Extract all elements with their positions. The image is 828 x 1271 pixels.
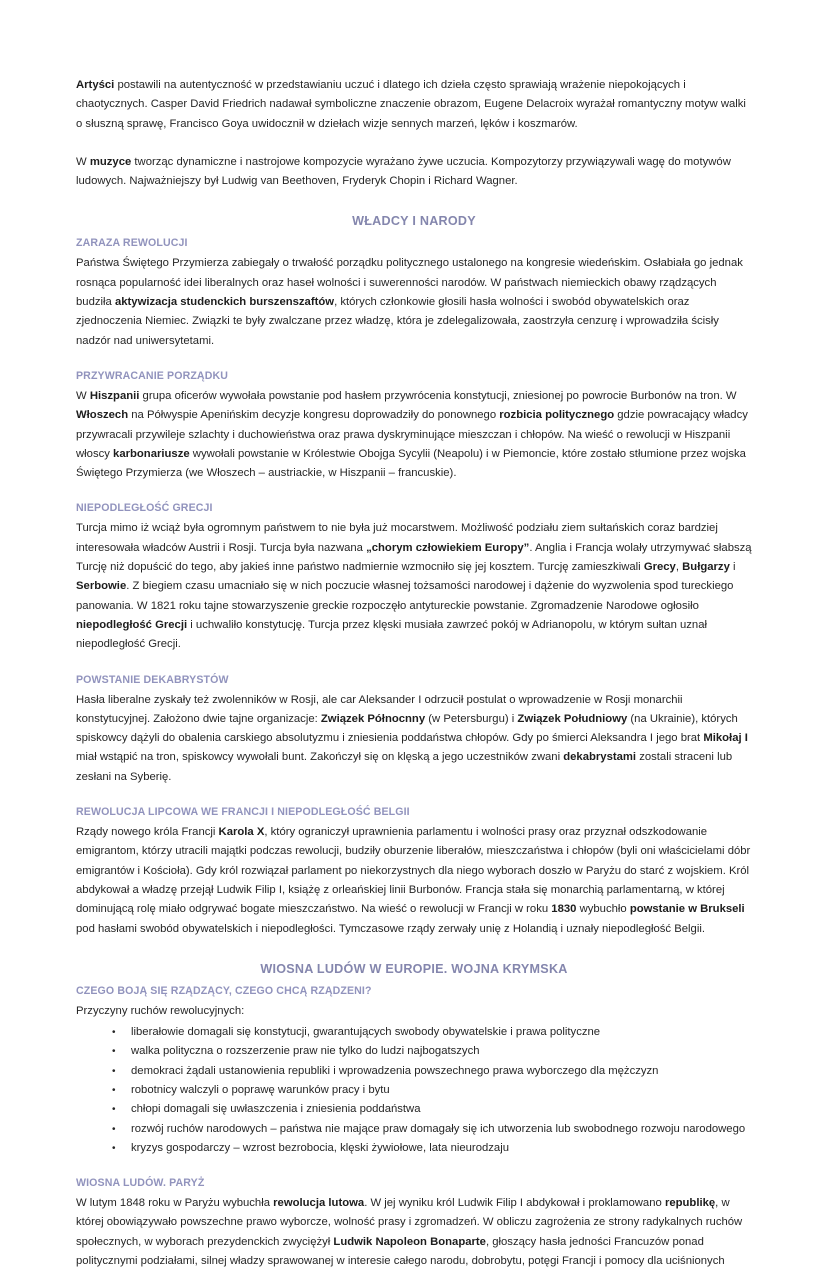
- text-part: Turcja mimo iż wciąż była ogromnym państwem to nie była już mocarstwem. Możliwość podziału ziem sułtańskich coraz bardziej interesowała władców Austrii i Rosji. Turcja była nazwana: [76, 522, 718, 554]
- bold-term: Związek Północnny: [320, 712, 426, 725]
- text-part: na Półwyspie Apenińskim decyzje kongresu doprowadziły do ponownego: [128, 409, 500, 422]
- list-item: • rozwój ruchów narodowych – państwa nie mające praw domagały się ich utworzenia lub swobodnego rozwoju narodowego: [76, 1120, 752, 1139]
- bold-term: Ludwik Napoleon Bonaparte: [333, 1235, 486, 1248]
- bold-muzyce: muzyce: [89, 155, 132, 168]
- paragraph-wiosna-ludow-paryz: [76, 1194, 752, 1271]
- bold-term: aktywizacja studenckich burszenszaftów: [114, 296, 335, 309]
- spacer: [76, 351, 752, 368]
- paragraph-muzyce-text: tworząc dynamiczne i nastrojowe kompozycie wyrażano żywe uczucia. Kompozytorzy przywiązywali wagę do motywów ludowych. Najważniejszy był Ludwig van Beethoven, Fryderyk Chopin i Richard Wagner.: [76, 155, 731, 188]
- paragraph-niepodleglosc-grecji: [76, 519, 752, 654]
- spacer: [76, 787, 752, 804]
- text-part: (na Ukrainie), których spiskowcy dążyli do obalenia carskiego absolutyzmu i zniesienia poddaństwa chłopów. Gdy po śmierci Aleksandra I jego brat: [76, 712, 738, 745]
- bold-term: 1830: [551, 903, 577, 916]
- list-item: • demokraci żądali ustanowienia republiki i wprowadzenia powszechnego prawa wyborczego dla mężczyzn: [76, 1062, 752, 1081]
- text-part: (w Petersburgu) i: [425, 712, 518, 725]
- paragraph-przyczyny-intro: Przyczyny ruchów rewolucyjnych:: [76, 1004, 245, 1017]
- bold-term: Serbowie: [76, 580, 127, 593]
- spacer: [76, 483, 752, 500]
- spacer: [76, 939, 752, 960]
- bold-term: rozbicia politycznego: [499, 409, 615, 422]
- text-part: miał wstąpić na tron, spiskowcy wywołali bunt. Zakończył się on klęską a jego uczestników zwani: [76, 751, 564, 764]
- bold-term: Hiszpanii: [89, 389, 140, 402]
- spacer: [76, 191, 752, 212]
- text-part: Rządy nowego króla Francji: [76, 826, 219, 839]
- bold-term: Grecy: [643, 561, 676, 574]
- bold-term: Związek Południowy: [517, 712, 628, 725]
- text-part: i uchwaliło konstytucję. Turcja przez klęski musiała zawrzeć pokój w Adrianopolu, w którym sułtan uznał niepodległość Grecji.: [76, 618, 708, 651]
- bold-term: Karola X: [218, 826, 265, 839]
- bold-term: Bułgarzy: [682, 561, 730, 574]
- paragraph-muzyce-prefix: W: [76, 155, 90, 168]
- subheading-niepodleglosc-grecji: NIEPODLEGŁOŚĆ GRECJI: [76, 502, 213, 515]
- spacer: [76, 1158, 752, 1175]
- text-part: . W jej wyniku król Ludwik Filip I abdykował i proklamowano: [364, 1197, 665, 1210]
- list-item: • liberałowie domagali się konstytucji, gwarantujących swobody obywatelskie i prawa polityczne: [76, 1023, 752, 1042]
- bold-term: karbonariusze: [113, 447, 190, 460]
- paragraph-artysci: [76, 76, 752, 134]
- bold-term: Włoszech: [76, 409, 129, 422]
- document-content: [76, 76, 752, 1271]
- list-item: • walka polityczna o rozszerzenie praw nie tylko do ludzi najbogatszych: [76, 1042, 752, 1061]
- text-part: wybuchło: [576, 903, 630, 916]
- text-part: i: [729, 561, 736, 574]
- bold-term: „chorym człowiekiem Europy”: [366, 541, 530, 554]
- section-title-wladcy: WŁADCY I NARODY: [352, 214, 476, 229]
- text-part: , w której obowiązywało powszechne prawo wyborcze, wolność prasy i zgromadzeń. W obliczu zagrożenia ze strony radykalnych ruchów społecznych, w wyborach prezydenckich zwyciężył: [76, 1197, 743, 1248]
- paragraph-zaraza-rewolucji: [76, 254, 752, 350]
- bold-term: rewolucja lutowa: [273, 1197, 365, 1210]
- subheading-przywracanie-porzadku: PRZYWRACANIE PORZĄDKU: [76, 369, 229, 382]
- bold-term: dekabrystami: [563, 751, 637, 764]
- text-part: wywołali powstanie w Królestwie Obojga Sycylii (Neapolu) i w Piemoncie, które zostało stłumione przez wojska Świętego Przymierza (we Włoszech – austriackie, w Hiszpanii – francuskie).: [76, 447, 746, 480]
- text-part: . Anglia i Francja wolały utrzymywać słabszą Turcję niż dopuścić do tego, aby jakieś inne państwo nadmiernie wzmocniło się jej kosztem. Turcję zamieszkiwali: [76, 541, 752, 574]
- text-part: W lutym 1848 roku w Paryżu wybuchła: [76, 1197, 274, 1210]
- paragraph-przywracanie-porzadku: [76, 387, 752, 483]
- bold-term: Mikołaj I: [703, 732, 748, 745]
- text-part: pod hasłami swobód obywatelskich i niepodległości. Tymczasowe rządy zerwały unię z Holandią i uznały niepodległość Belgii.: [76, 922, 705, 935]
- text-part: W: [76, 389, 90, 402]
- paragraph-powstanie-dekabrystow: [76, 691, 752, 787]
- subheading-czego-boja-sie-rzadzacy: CZEGO BOJĄ SIĘ RZĄDZĄCY, CZEGO CHCĄ RZĄDZENI?: [76, 984, 372, 997]
- text-part: , których członkowie głosili hasła wolności i swobód obywatelskich oraz zjednoczenia Niemiec. Związki te były zwalczane przez władzę, która je zdelegalizowała, zaostrzyła cenzurę i wprowadziła ścisły nadzór nad uniwersytetami.: [76, 296, 719, 347]
- paragraph-rewolucja-lipcowa: [76, 823, 752, 939]
- list-item: • chłopi domagali się uwłaszczenia i zniesienia poddaństwa: [76, 1100, 752, 1119]
- paragraph-artysci-text: postawili na autentyczność w przedstawianiu uczuć i dlatego ich dzieła często sprawiają wrażenie niepokojących i chaotycznych. Casper David Friedrich nadawał symboliczne znaczenie obrazom, Eugene Delacroix wyrażał romantyczny motyw walki o słuszną sprawę, Francisco Goya uwidocznił w dziełach wizje sennych marzeń, lęków i koszmarów.: [76, 79, 746, 130]
- subheading-rewolucja-lipcowa: REWOLUCJA LIPCOWA WE FRANCJI I NIEPODLEGŁOŚĆ BELGII: [76, 806, 410, 819]
- bold-artysci: Artyści: [76, 79, 115, 91]
- subheading-wiosna-ludow-paryz: WIOSNA LUDÓW. PARYŻ: [76, 1177, 205, 1190]
- bold-term: powstanie w Brukseli: [629, 903, 745, 916]
- list-przyczyny-rewolucyjne: [76, 1023, 752, 1158]
- list-item: • kryzys gospodarczy – wzrost bezrobocia, klęski żywiołowe, lata nieurodzaju: [76, 1139, 752, 1158]
- text-part: Hasła liberalne zyskały też zwolenników w Rosji, ale car Aleksander I odrzucił postulat o wprowadzenie w Rosji monarchii konstytucyjnej. Założono dwie tajne organizacje:: [76, 693, 683, 725]
- text-part: Państwa Świętego Przymierza zabiegały o trwałość porządku politycznego ustalonego na kongresie wiedeńskim. Osłabiała go jednak rosnąca popularność idei liberalnych oraz haseł wolności i suwerenności narodów. W państwach niemieckich obawy rządzących budziła: [76, 257, 743, 309]
- section-title-wiosna-ludow: WIOSNA LUDÓW W EUROPIE. WOJNA KRYMSKA: [260, 961, 568, 976]
- spacer: [76, 655, 752, 672]
- text-part: ,: [675, 561, 683, 574]
- text-part: , który ograniczył uprawnienia parlamentu i wolności prasy oraz przyznał odszkodowanie emigrantom, którzy utracili majątki podczas rewolucji, budziły oburzenie liberałów, mieszczaństwa i chłopów (byli oni właścicielami dóbr emigrantów i Kościoła). Gdy król rozwiązał parlament po niekorzystnych dla niego wyborach doszło w Paryżu do starć z wojskiem. Król abdykował a władzę przejął Ludwik Filip I, książę z orleańskiej linii Burbonów. Francja stała się monarchią parlamentarną, w której dominującą rolę miało odgrywać bogate mieszczaństwo. Na wieść o rewolucji w Francji w roku: [76, 826, 751, 916]
- text-part: gdzie powracający władcy przywracali przywileje szlachty i duchowieństwa oraz prawa dyskryminujące mieszczan i chłopów. Na wieść o rewolucji w Hiszpanii włoscy: [76, 409, 748, 460]
- subheading-powstanie-dekabrystow: POWSTANIE DEKABRYSTÓW: [76, 673, 229, 686]
- list-item: • robotnicy walczyli o poprawę warunków pracy i bytu: [76, 1081, 752, 1100]
- bold-term: niepodległość Grecji: [76, 618, 188, 631]
- text-part: , głoszący hasła jedności Francuzów ponad politycznymi podziałami, silnej władzy sprawowanej w interesie całego narodu, dobrobytu, potęgi Francji i pomocy dla uciśnionych: [76, 1235, 725, 1268]
- text-part: grupa oficerów wywołała powstanie pod hasłem przywrócenia konstytucji, zniesionej po powrocie Burbonów na tron. W: [139, 389, 737, 402]
- text-part: . Z biegiem czasu umacniało się w nich poczucie własnej tożsamości narodowej i dążenie do wyzwolenia spod tureckiego panowania. W 1821 roku tajne stowarzyszenie greckie rozpoczęło antytureckie powstanie. Zgromadzenie Narodowe ogłosiło: [76, 580, 734, 612]
- paragraph-muzyce: [76, 153, 752, 192]
- bold-term: republikę: [664, 1197, 716, 1210]
- subheading-zaraza-rewolucji: ZARAZA REWOLUCJI: [76, 237, 188, 250]
- text-part: zostali straceni lub zesłani na Syberię.: [76, 751, 733, 783]
